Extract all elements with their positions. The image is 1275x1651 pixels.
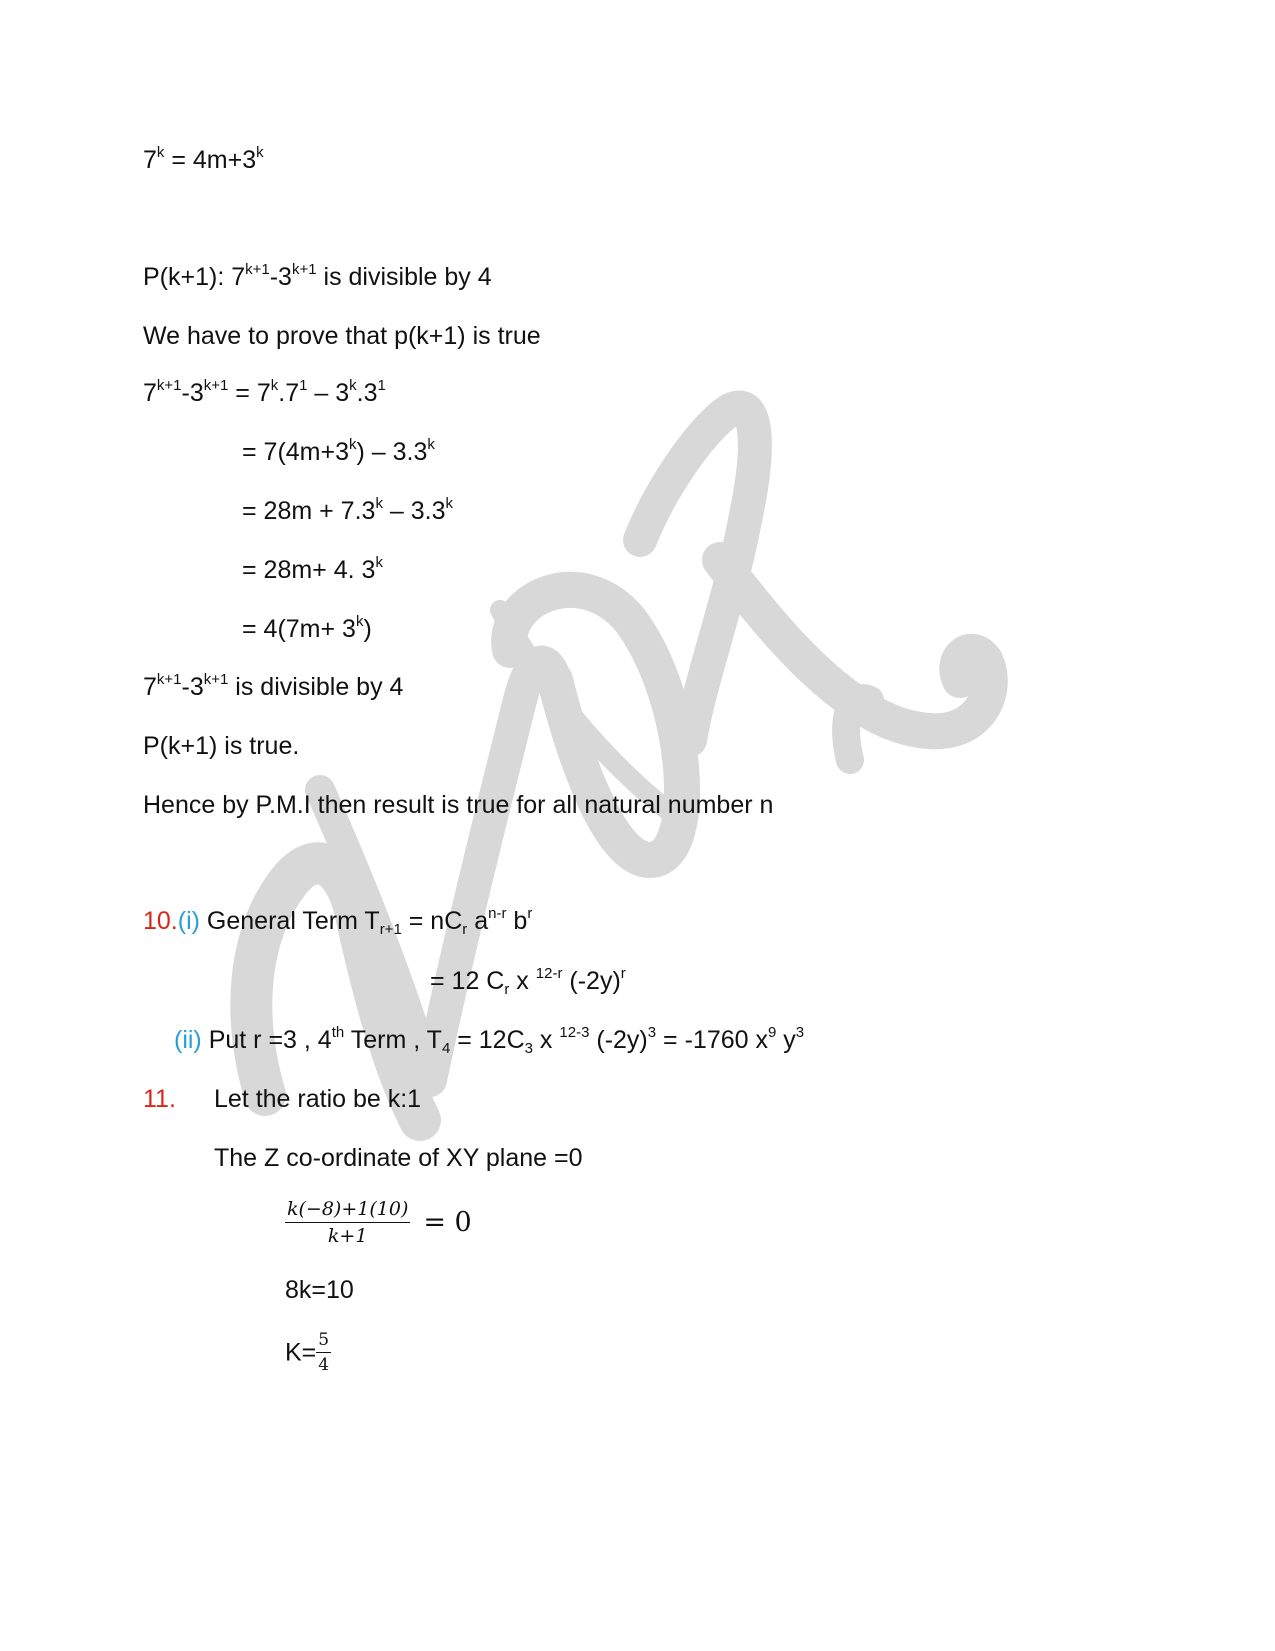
q11-fraction: $\frac{k(-8)+1(10)}{k+1}$ — [287, 1198, 409, 1247]
line-pk1-statement: P(k+1): $7^{k+1}-3^{k+1}$ is divisible by 4 — [143, 261, 492, 291]
q10-fourth-term: (ii) Put r =3 , 4th Term , $T_4 = 12C_3$ x $^{12-3}$ $(-2y)^3 = -1760$ $x^9$ $y^3$ — [174, 1024, 805, 1057]
line-step-4: = $4(7m+ 3^k)$ — [242, 613, 372, 643]
line-step-3: = 28m+ 4. 3$^k$ — [242, 554, 383, 584]
q10-part-i: (i) — [177, 907, 200, 935]
line-7k-equals: $7^k = 4m+3^k$ — [143, 144, 264, 174]
q10-general-term: 10.(i) General Term $T_{r+1} = nC_r$ $a^{n-r}$ $b^r$ — [143, 905, 533, 938]
q11-ratio: Let the ratio be k:1 — [214, 1085, 422, 1113]
q11-k-value: K= $\frac{5}{4}$ — [285, 1330, 330, 1375]
q11-8k: 8k=10 — [285, 1276, 354, 1304]
line-step-2: = $28m + 7.3^k - 3.3^k$ — [242, 495, 453, 525]
q11-fraction-equation: $\frac{k(-8)+1(10)}{k+1}$ = 0 — [287, 1198, 472, 1247]
q11-z-coordinate: The Z co-ordinate of XY plane =0 — [214, 1144, 583, 1172]
q10-general-term-step: = 12 $C_r$ x $^{12-r}$ $(-2y)^r$ — [430, 965, 626, 998]
line-divisible: $7^{k+1}-3^{k+1}$ is divisible by 4 — [143, 671, 404, 701]
line-expansion: $7^{k+1}-3^{k+1} = 7^k.7^1 - 3^k.3^1$ — [143, 377, 386, 407]
line-conclusion: Hence by P.M.I then result is true for all natural number n — [143, 791, 774, 819]
line-step-1: = $7(4m+3^k) - 3.3^k$ — [242, 436, 435, 466]
q10-number: 10. — [143, 907, 178, 935]
q10-part-ii: (ii) — [174, 1026, 202, 1054]
line-prove: We have to prove that p(k+1) is true — [143, 322, 541, 350]
q11-number: 11. — [143, 1085, 176, 1113]
line-pk1-true: P(k+1) is true. — [143, 732, 300, 760]
q11-k-fraction: $\frac{5}{4}$ — [318, 1330, 330, 1375]
